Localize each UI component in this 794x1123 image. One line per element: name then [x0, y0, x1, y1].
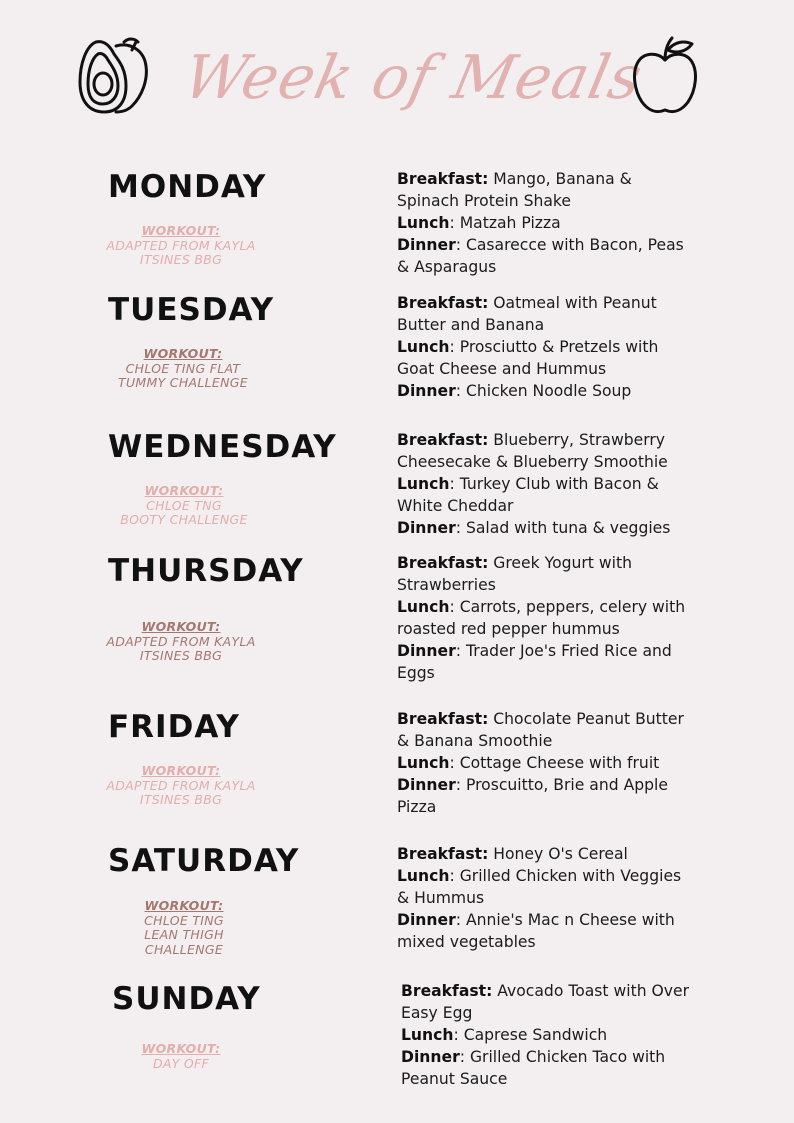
meal-breakfast: [397, 429, 697, 473]
day-heading-thursday: THURSDAY: [108, 553, 304, 589]
meal-text: : Proscuitto, Brie and Apple Pizza: [397, 776, 668, 816]
meal-label: Breakfast:: [401, 982, 493, 1000]
meal-label: Breakfast:: [397, 710, 489, 728]
meal-label: Breakfast:: [397, 554, 489, 572]
workout-desc-line: DAY OFF: [152, 1055, 210, 1071]
meal-label: Lunch: [397, 338, 450, 356]
meal-text: Avocado Toast with Over Easy Egg: [401, 982, 690, 1022]
workout-thursday: [101, 620, 261, 664]
meal-lunch: [397, 336, 697, 380]
workout-desc-line: TUMMY CHALLENGE: [118, 375, 248, 390]
meal-label: Dinner: [397, 519, 456, 537]
meals-friday: [397, 708, 697, 818]
meal-text: : Prosciutto & Pretzels with Goat Cheese and Hummus: [397, 338, 659, 378]
meal-breakfast: [397, 843, 697, 865]
workout-desc-line: ADAPTED FROM KAYLA: [106, 633, 256, 649]
meal-dinner: [397, 380, 697, 402]
meal-text: : Annie's Mac n Cheese with mixed vegetables: [397, 911, 675, 951]
meal-text: : Caprese Sandwich: [453, 1026, 608, 1044]
meal-label: Dinner: [397, 776, 456, 794]
meal-lunch: [401, 1024, 701, 1046]
meals-sunday: [401, 980, 701, 1090]
meal-label: Dinner: [397, 642, 456, 660]
workout-friday: [101, 764, 261, 808]
meal-label: Lunch: [401, 1026, 454, 1044]
meal-breakfast: [397, 552, 697, 596]
meal-breakfast: [397, 708, 697, 752]
meal-label: Dinner: [397, 911, 456, 929]
workout-tuesday: [103, 347, 263, 391]
meal-label: Breakfast:: [397, 170, 489, 188]
meal-lunch: [397, 596, 697, 640]
meal-label: Breakfast:: [397, 431, 489, 449]
meal-dinner: [397, 909, 697, 953]
meal-label: Breakfast:: [397, 294, 489, 312]
workout-desc-line: ITSINES BBG: [139, 648, 223, 663]
page-title: Week of Meals: [177, 43, 649, 113]
meal-text: : Turkey Club with Bacon & White Cheddar: [397, 475, 659, 515]
meals-monday: [397, 168, 697, 278]
workout-label: WORKOUT:: [141, 619, 221, 634]
workout-desc-line: CHLOE TING FLAT: [125, 360, 241, 376]
meal-label: Lunch: [397, 598, 450, 616]
meal-lunch: [397, 752, 697, 774]
workout-desc-line: CHLOE TING: [144, 912, 224, 928]
workout-desc-line: LEAN THIGH CHALLENGE: [144, 927, 224, 957]
meal-dinner: [397, 517, 697, 539]
meals-thursday: [397, 552, 697, 684]
meal-label: Dinner: [397, 382, 456, 400]
day-heading-sunday: SUNDAY: [112, 981, 261, 1017]
meal-breakfast: [401, 980, 701, 1024]
meal-text: : Casarecce with Bacon, Peas & Asparagus: [397, 236, 684, 276]
meals-saturday: [397, 843, 697, 953]
day-heading-tuesday: TUESDAY: [108, 292, 275, 328]
meal-text: Blueberry, Strawberry Cheesecake & Blueberry Smoothie: [397, 431, 668, 471]
meal-text: Mango, Banana & Spinach Protein Shake: [397, 170, 632, 210]
meal-text: : Grilled Chicken with Veggies & Hummus: [397, 867, 682, 907]
workout-label: WORKOUT:: [141, 763, 221, 778]
meal-dinner: [397, 640, 697, 684]
meal-label: Lunch: [397, 214, 450, 232]
meals-wednesday: [397, 429, 697, 539]
workout-label: WORKOUT:: [144, 483, 224, 498]
day-heading-saturday: SATURDAY: [108, 843, 300, 879]
meal-text: : Grilled Chicken Taco with Peanut Sauce: [401, 1048, 666, 1088]
meal-label: Dinner: [397, 236, 456, 254]
meal-breakfast: [397, 168, 697, 212]
workout-desc-line: ADAPTED FROM KAYLA: [106, 777, 256, 793]
workout-wednesday: [104, 484, 264, 528]
meal-lunch: [397, 212, 697, 234]
meal-text: Greek Yogurt with Strawberries: [397, 554, 632, 594]
meal-text: : Salad with tuna & veggies: [455, 519, 671, 537]
meal-text: : Matzah Pizza: [449, 214, 561, 232]
meal-dinner: [397, 234, 697, 278]
avocado-icon: [76, 36, 152, 116]
workout-label: WORKOUT:: [141, 1041, 221, 1056]
meal-text: : Chicken Noodle Soup: [455, 382, 632, 400]
meal-text: : Carrots, peppers, celery with roasted red pepper hummus: [397, 598, 686, 638]
meal-text: Oatmeal with Peanut Butter and Banana: [397, 294, 657, 334]
workout-desc-line: ADAPTED FROM KAYLA: [106, 237, 256, 253]
meal-dinner: [401, 1046, 701, 1090]
meal-text: Chocolate Peanut Butter & Banana Smoothie: [397, 710, 684, 750]
meal-text: : Cottage Cheese with fruit: [449, 754, 660, 772]
workout-saturday: [104, 899, 264, 957]
workout-desc-line: BOOTY CHALLENGE: [120, 512, 248, 527]
meal-lunch: [397, 473, 697, 517]
day-heading-wednesday: WEDNESDAY: [108, 429, 337, 465]
workout-desc-line: ITSINES BBG: [139, 252, 223, 267]
meal-breakfast: [397, 292, 697, 336]
meal-label: Breakfast:: [397, 845, 489, 863]
workout-desc-line: ITSINES BBG: [139, 792, 223, 807]
workout-label: WORKOUT:: [144, 898, 224, 913]
day-heading-monday: MONDAY: [108, 169, 267, 205]
meal-label: Lunch: [397, 475, 450, 493]
workout-sunday: [101, 1042, 261, 1071]
workout-label: WORKOUT:: [141, 223, 221, 238]
meal-text: Honey O's Cereal: [488, 845, 628, 863]
meal-lunch: [397, 865, 697, 909]
day-heading-friday: FRIDAY: [108, 709, 240, 745]
workout-monday: [101, 224, 261, 268]
meal-label: Lunch: [397, 754, 450, 772]
apple-icon: [630, 34, 700, 116]
workout-label: WORKOUT:: [143, 346, 223, 361]
meals-tuesday: [397, 292, 697, 402]
workout-desc-line: CHLOE TNG: [146, 497, 222, 513]
meal-label: Lunch: [397, 867, 450, 885]
meal-dinner: [397, 774, 697, 818]
meal-text: : Trader Joe's Fried Rice and Eggs: [397, 642, 672, 682]
meal-label: Dinner: [401, 1048, 460, 1066]
